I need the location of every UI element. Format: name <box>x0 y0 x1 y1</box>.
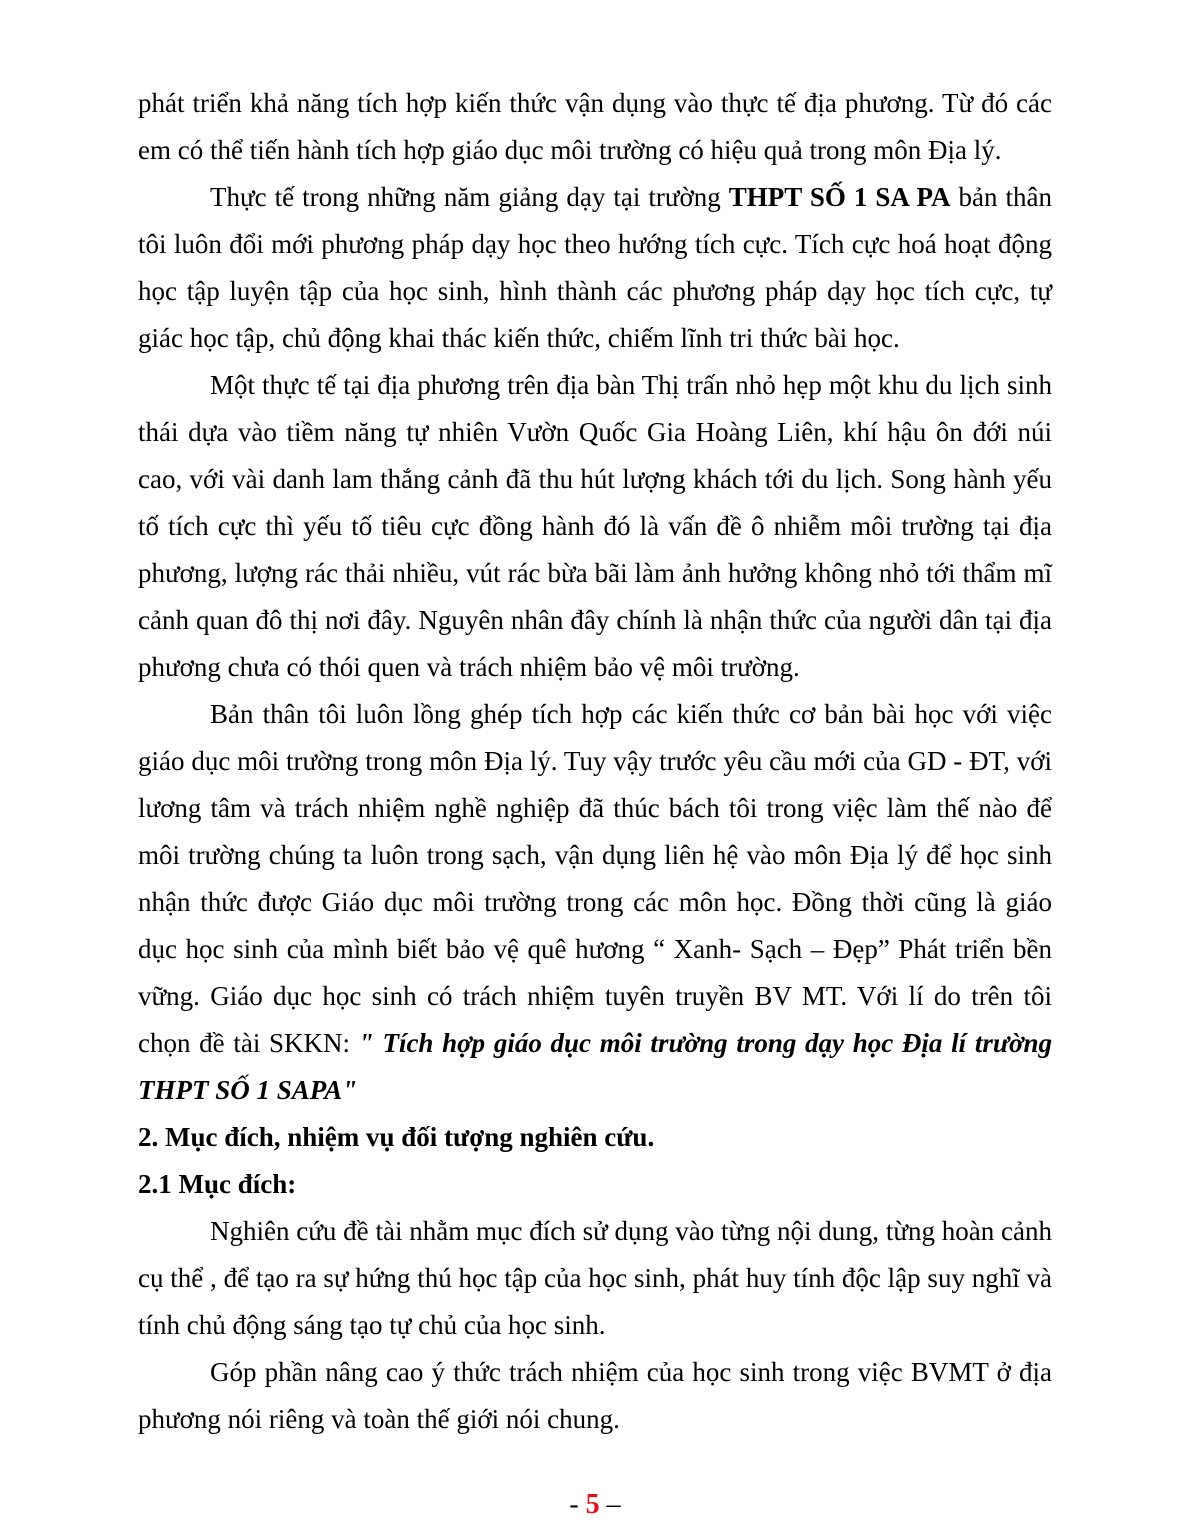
paragraph-text: Bản thân tôi luôn lồng ghép tích hợp các kiến thức cơ bản bài học với việc giáo dục môi trường trong môn Địa lý. Tuy vậy trước yêu cầu mới của GD - ĐT, với lương tâm và trách nhiệm nghề nghiệp đã thúc bách tôi trong việc làm thế nào để môi trường chúng ta luôn trong sạch, vận dụng liên hệ vào môn Địa lý để học sinh nhận thức được Giáo dục môi trường trong các môn học. Đồng thời cũng là giáo dục học sinh của mình biết bảo vệ quê hương “ Xanh- Sạch – Đẹp” Phát triển bền vững. Giáo dục học sinh có trách nhiệm tuyên truyền BV MT. Với lí do trên tôi chọn đề tài SKKN: <box>138 699 1052 1058</box>
document-body <box>138 80 1052 1443</box>
paragraph-teaching-practice <box>138 174 1052 362</box>
footer-dash: - <box>569 1489 586 1520</box>
paragraph-purpose: Nghiên cứu đề tài nhằm mục đích sử dụng vào từng nội dung, từng hoàn cảnh cụ thể , để tạo ra sự hứng thú học tập của học sinh, phát huy tính độc lập suy nghĩ và tính chủ động sáng tạo tự chủ của học sinh. <box>138 1216 1052 1340</box>
paragraph-text: bản thân tôi luôn đổi mới phương pháp dạy học theo hướng tích cực. Tích cực hoá hoạt động học tập luyện tập của học sinh, hình thành các phương pháp dạy học tích cực, tự giác học tập, chủ động khai thác kiến thức, chiếm lĩnh tri thức bài học. <box>138 182 1052 353</box>
paragraph-contribution: Góp phần nâng cao ý thức trách nhiệm của học sinh trong việc BVMT ở địa phương nói riêng và toàn thế giới nói chung. <box>138 1357 1052 1434</box>
paragraph-topic-reason <box>138 691 1052 1114</box>
section-heading-2: 2. Mục đích, nhiệm vụ đối tượng nghiên cứu. <box>138 1122 655 1152</box>
footer-dash: – <box>599 1489 621 1520</box>
page-number: 5 <box>585 1489 600 1520</box>
paragraph-local-situation: Một thực tế tại địa phương trên địa bàn Thị trấn nhỏ hẹp một khu du lịch sinh thái dựa vào tiềm năng tự nhiên Vườn Quốc Gia Hoàng Liên, khí hậu ôn đới núi cao, với vài danh lam thắng cảnh đã thu hút lượng khách tới du lịch. Song hành yếu tố tích cực thì yếu tố tiêu cực đồng hành đó là vấn đề ô nhiễm môi trường tại địa phương, lượng rác thải nhiều, vút rác bừa bãi làm ảnh hưởng không nhỏ tới thẩm mĩ cảnh quan đô thị nơi đây. Nguyên nhân đây chính là nhận thức của người dân tại địa phương chưa có thói quen và trách nhiệm bảo vệ môi trường. <box>138 370 1052 682</box>
section-heading-2-1: 2.1 Mục đích: <box>138 1169 297 1199</box>
page-footer <box>0 1488 1190 1522</box>
topic-title: " Tích hợp giáo dục môi trường trong dạy học Địa lí trường THPT SỐ 1 SAPA" <box>138 1028 1053 1105</box>
paragraph-intro-continuation: phát triển khả năng tích hợp kiến thức vận dụng vào thực tế địa phương. Từ đó các em có thể tiến hành tích hợp giáo dục môi trường có hiệu quả trong môn Địa lý. <box>138 88 1052 165</box>
paragraph-text: Thực tế trong những năm giảng dạy tại trường <box>210 182 729 212</box>
school-name: THPT SỐ 1 SA PA <box>728 182 951 212</box>
